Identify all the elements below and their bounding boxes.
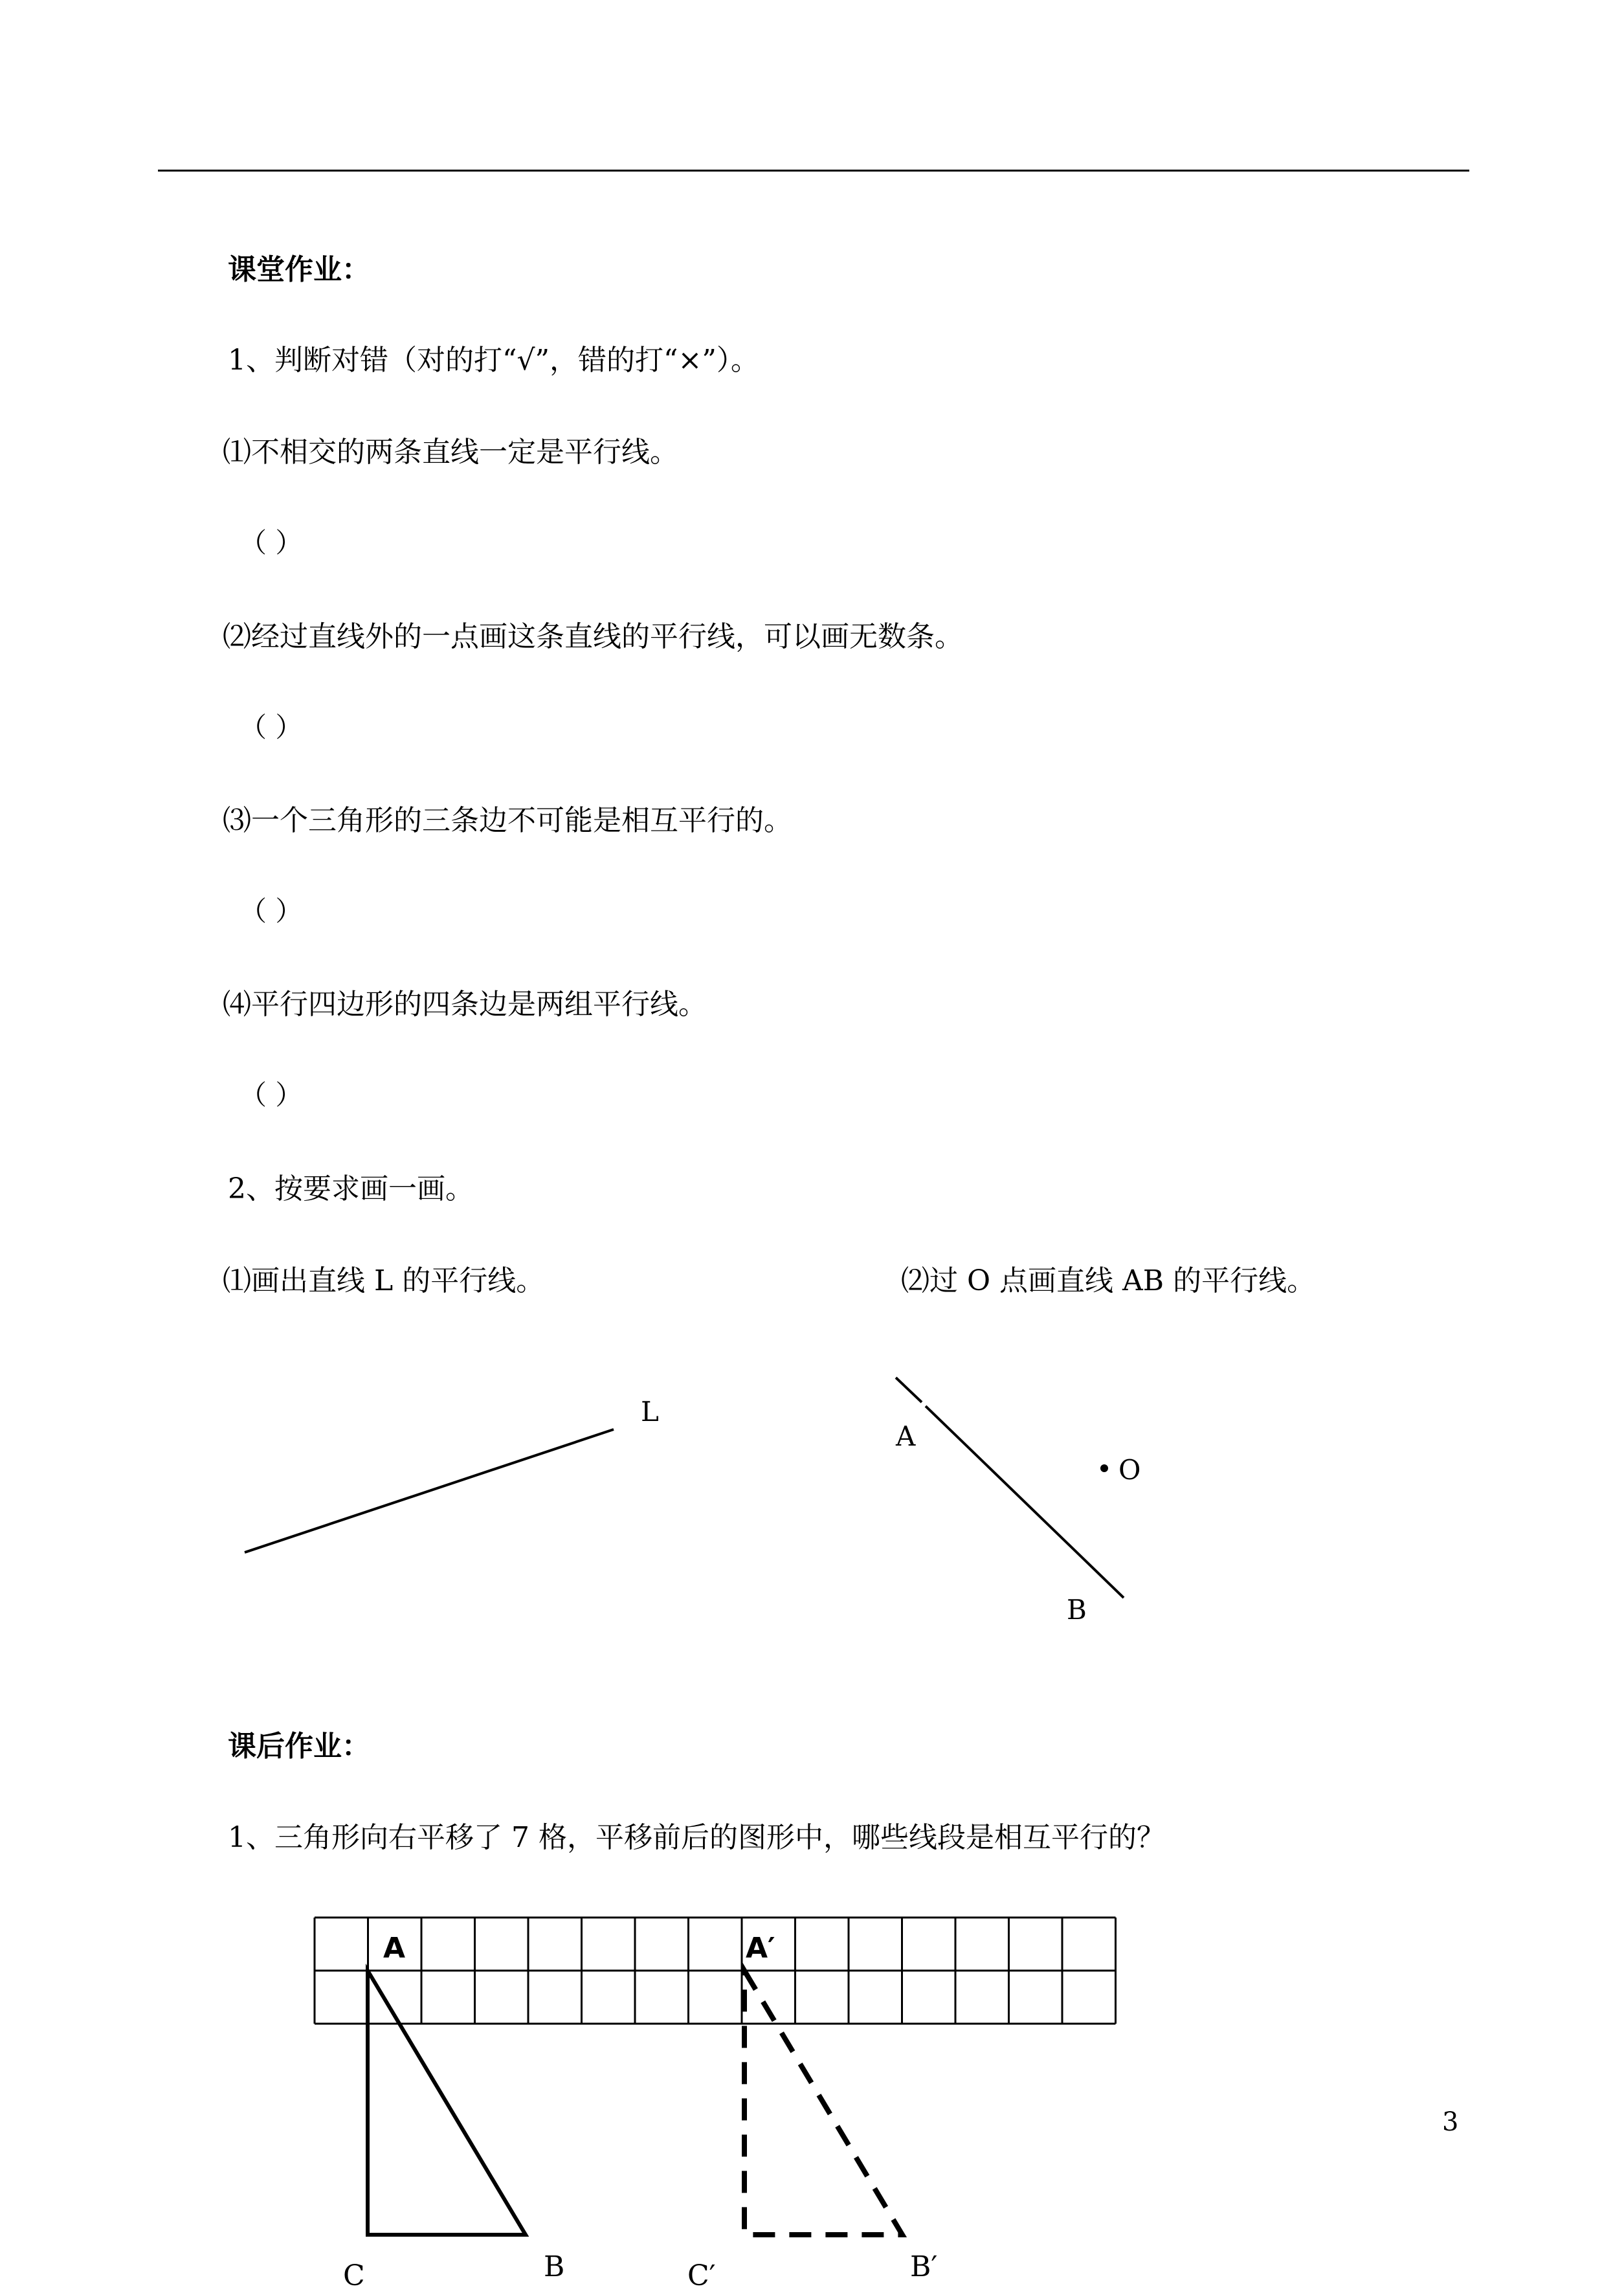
homework-question-1: 1、三角形向右平移了 7 格，平移前后的图形中，哪些线段是相互平行的？ [228, 1821, 1165, 1854]
grid-label-C: C [343, 2259, 365, 2292]
question-2-prompt: 2、按要求画一画。 [228, 1172, 474, 1205]
grid-lines [315, 1918, 1116, 2024]
label-O: O [1118, 1454, 1141, 1486]
homework-heading: 课后作业： [228, 1730, 370, 1763]
grid-label-A-prime: A′ [746, 1932, 775, 1965]
grid-label-C-prime: C′ [687, 2259, 716, 2292]
grid-label-B-prime: B′ [910, 2250, 938, 2283]
page-number: 3 [1442, 2107, 1459, 2137]
answer-blank-2[interactable]: （ ） [239, 711, 303, 743]
answer-blank-4[interactable]: （ ） [239, 1079, 303, 1111]
label-L: L [641, 1396, 659, 1427]
grid-label-A: A [383, 1932, 406, 1965]
statement-3: ⑶一个三角形的三条边不可能是相互平行的。 [223, 804, 792, 837]
question-1-prompt: 1、判断对错（对的打“√”，错的打“×”）。 [228, 344, 759, 377]
label-B: B [1067, 1594, 1087, 1626]
grid-label-B: B [544, 2250, 565, 2283]
answer-blank-3[interactable]: （ ） [239, 895, 303, 927]
triangle-translated [744, 1971, 902, 2235]
statement-4: ⑷平行四边形的四条边是两组平行线。 [223, 988, 707, 1021]
subtask-2: ⑵过 O 点画直线 AB 的平行线。 [901, 1264, 1316, 1297]
classwork-heading: 课堂作业： [228, 253, 370, 286]
subtask-1: ⑴画出直线 L 的平行线。 [223, 1264, 545, 1297]
label-A: A [896, 1420, 916, 1452]
triangle-original [368, 1971, 526, 2235]
statement-2: ⑵经过直线外的一点画这条直线的平行线，可以画无数条。 [223, 620, 963, 653]
answer-blank-1[interactable]: （ ） [239, 527, 303, 559]
statement-1: ⑴不相交的两条直线一定是平行线。 [223, 436, 678, 469]
